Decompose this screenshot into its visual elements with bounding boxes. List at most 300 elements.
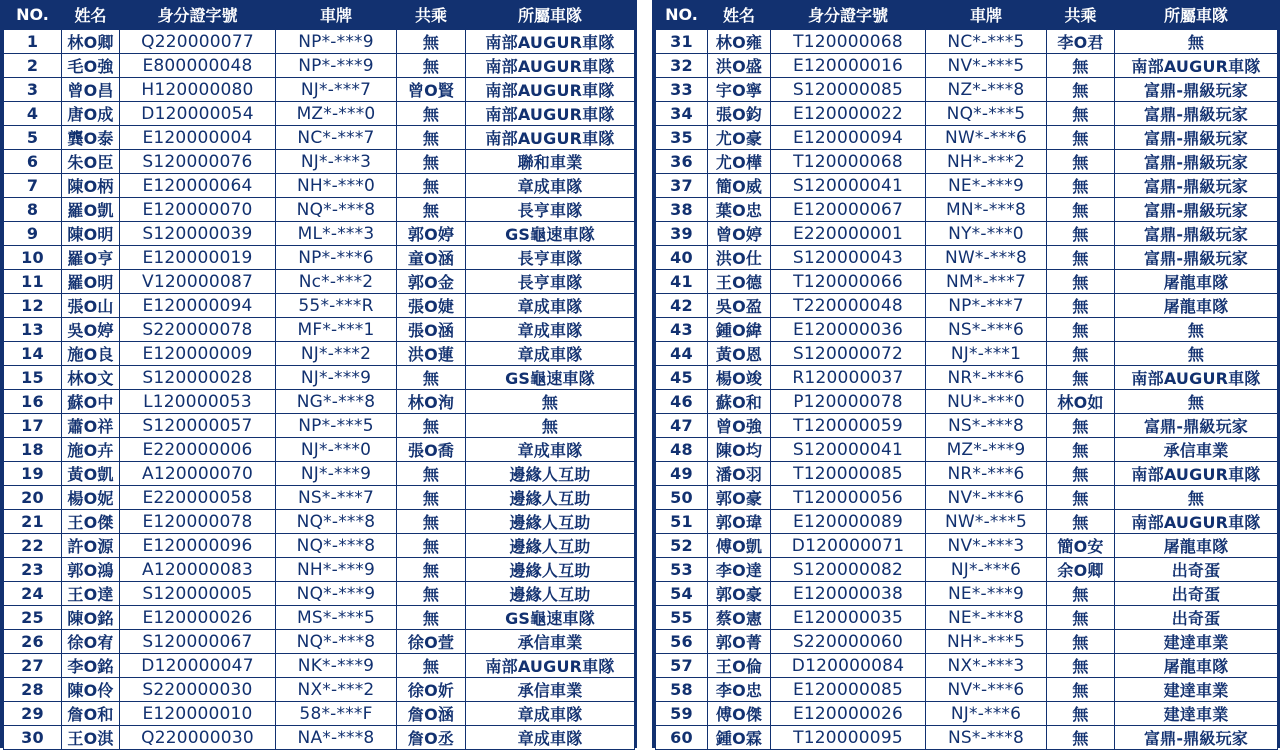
cell-plate: NW*-***6 <box>926 126 1047 150</box>
cell-team: 無 <box>1115 486 1278 510</box>
cell-name: 吳O婷 <box>62 318 120 342</box>
cell-plate: MF*-***1 <box>276 318 397 342</box>
cell-team: GS龜速車隊 <box>466 606 635 630</box>
cell-name: 郭O瑋 <box>708 510 771 534</box>
cell-team: 邊緣人互助 <box>466 534 635 558</box>
cell-team: 無 <box>1115 342 1278 366</box>
cell-plate: NX*-***2 <box>276 678 397 702</box>
cell-name: 蘇O和 <box>708 390 771 414</box>
table-row <box>4 510 635 534</box>
cell-carpool: 無 <box>1047 438 1115 462</box>
cell-id-number: E120000089 <box>771 510 926 534</box>
cell-plate: NS*-***8 <box>926 726 1047 750</box>
cell-no: 1 <box>4 30 62 54</box>
table-row <box>4 294 635 318</box>
cell-no: 11 <box>4 270 62 294</box>
cell-id-number: E220000006 <box>120 438 276 462</box>
cell-id-number: S120000041 <box>771 174 926 198</box>
header-id-number: 身分證字號 <box>807 6 888 25</box>
table-row <box>4 270 635 294</box>
cell-no: 52 <box>656 534 708 558</box>
cell-id-number: T120000095 <box>771 726 926 750</box>
cell-id-number: E120000038 <box>771 582 926 606</box>
table-row <box>4 318 635 342</box>
cell-no: 39 <box>656 222 708 246</box>
cell-name: 王O淇 <box>62 726 120 750</box>
cell-carpool: 無 <box>1047 486 1115 510</box>
table-row <box>656 102 1278 126</box>
cell-no: 33 <box>656 78 708 102</box>
cell-carpool: 無 <box>1047 678 1115 702</box>
cell-carpool: 曾O賢 <box>397 78 466 102</box>
table-row <box>4 630 635 654</box>
cell-no: 29 <box>4 702 62 726</box>
cell-team: 章成車隊 <box>466 702 635 726</box>
cell-id-number: S120000028 <box>120 366 276 390</box>
cell-id-number: T120000056 <box>771 486 926 510</box>
cell-team: 章成車隊 <box>466 294 635 318</box>
cell-plate: NR*-***6 <box>926 462 1047 486</box>
cell-carpool: 無 <box>397 462 466 486</box>
cell-id-number: S120000085 <box>771 78 926 102</box>
cell-plate: NE*-***9 <box>926 174 1047 198</box>
cell-id-number: E800000048 <box>120 54 276 78</box>
cell-no: 27 <box>4 654 62 678</box>
cell-id-number: S220000030 <box>120 678 276 702</box>
cell-name: 陳O明 <box>62 222 120 246</box>
cell-id-number: E120000026 <box>771 702 926 726</box>
cell-team: 無 <box>466 390 635 414</box>
cell-no: 36 <box>656 150 708 174</box>
cell-carpool: 無 <box>1047 414 1115 438</box>
table-row <box>656 558 1278 582</box>
cell-id-number: S120000067 <box>120 630 276 654</box>
cell-team: 屠龍車隊 <box>1115 294 1278 318</box>
cell-carpool: 無 <box>397 366 466 390</box>
cell-no: 55 <box>656 606 708 630</box>
cell-team: 邊緣人互助 <box>466 510 635 534</box>
table-row <box>4 366 635 390</box>
cell-plate: NJ*-***2 <box>276 342 397 366</box>
cell-team: 承信車業 <box>1115 438 1278 462</box>
table-row <box>656 606 1278 630</box>
cell-team: 章成車隊 <box>466 174 635 198</box>
cell-carpool: 簡O安 <box>1047 534 1115 558</box>
cell-name: 曾O昌 <box>62 78 120 102</box>
cell-no: 25 <box>4 606 62 630</box>
cell-name: 朱O臣 <box>62 150 120 174</box>
cell-id-number: E120000019 <box>120 246 276 270</box>
cell-id-number: D120000071 <box>771 534 926 558</box>
cell-name: 陳O柄 <box>62 174 120 198</box>
cell-plate: NV*-***3 <box>926 534 1047 558</box>
cell-team: 富鼎-鼎級玩家 <box>1115 414 1278 438</box>
cell-no: 54 <box>656 582 708 606</box>
table-row <box>656 414 1278 438</box>
cell-plate: NV*-***6 <box>926 678 1047 702</box>
cell-team: 富鼎-鼎級玩家 <box>1115 726 1278 750</box>
cell-name: 潘O羽 <box>708 462 771 486</box>
cell-no: 56 <box>656 630 708 654</box>
cell-carpool: 詹O丞 <box>397 726 466 750</box>
cell-no: 35 <box>656 126 708 150</box>
table-row <box>656 342 1278 366</box>
cell-name: 施O卉 <box>62 438 120 462</box>
cell-plate: NS*-***7 <box>276 486 397 510</box>
cell-no: 3 <box>4 78 62 102</box>
cell-plate: MZ*-***0 <box>276 102 397 126</box>
cell-plate: NP*-***6 <box>276 246 397 270</box>
cell-team: 富鼎-鼎級玩家 <box>1115 102 1278 126</box>
cell-no: 59 <box>656 702 708 726</box>
cell-no: 20 <box>4 486 62 510</box>
roster-table-left-panel <box>0 0 637 748</box>
cell-carpool: 無 <box>397 174 466 198</box>
cell-team: 富鼎-鼎級玩家 <box>1115 222 1278 246</box>
table-row <box>656 198 1278 222</box>
cell-name: 施O良 <box>62 342 120 366</box>
cell-team: 邊緣人互助 <box>466 486 635 510</box>
cell-no: 30 <box>4 726 62 750</box>
cell-no: 17 <box>4 414 62 438</box>
table-row <box>4 582 635 606</box>
cell-team: 建達車業 <box>1115 678 1278 702</box>
cell-team: 邊緣人互助 <box>466 582 635 606</box>
cell-carpool: 無 <box>397 582 466 606</box>
cell-plate: Nc*-***2 <box>276 270 397 294</box>
table-row <box>656 318 1278 342</box>
cell-plate: NX*-***3 <box>926 654 1047 678</box>
cell-no: 2 <box>4 54 62 78</box>
cell-team: 屠龍車隊 <box>1115 534 1278 558</box>
cell-no: 32 <box>656 54 708 78</box>
cell-name: 王O達 <box>62 582 120 606</box>
cell-id-number: A120000083 <box>120 558 276 582</box>
cell-carpool: 徐O妡 <box>397 678 466 702</box>
table-row <box>656 294 1278 318</box>
cell-no: 19 <box>4 462 62 486</box>
cell-name: 龔O泰 <box>62 126 120 150</box>
cell-carpool: 無 <box>1047 270 1115 294</box>
cell-carpool: 無 <box>397 150 466 174</box>
cell-name: 蕭O祥 <box>62 414 120 438</box>
cell-plate: MS*-***5 <box>276 606 397 630</box>
cell-team: 南部AUGUR車隊 <box>466 102 635 126</box>
cell-team: 章成車隊 <box>466 438 635 462</box>
header-carpool: 共乘 <box>414 6 447 25</box>
cell-no: 49 <box>656 462 708 486</box>
cell-team: 無 <box>1115 318 1278 342</box>
table-row <box>656 678 1278 702</box>
cell-id-number: E120000009 <box>120 342 276 366</box>
cell-plate: NQ*-***8 <box>276 510 397 534</box>
cell-name: 張O鈞 <box>708 102 771 126</box>
cell-carpool: 無 <box>397 534 466 558</box>
cell-no: 57 <box>656 654 708 678</box>
table-row <box>4 726 635 750</box>
table-row <box>4 78 635 102</box>
cell-id-number: T120000066 <box>771 270 926 294</box>
cell-no: 8 <box>4 198 62 222</box>
cell-team: 出奇蛋 <box>1115 582 1278 606</box>
cell-id-number: E220000001 <box>771 222 926 246</box>
cell-carpool: 無 <box>1047 294 1115 318</box>
cell-carpool: 無 <box>1047 630 1115 654</box>
cell-team: 長亨車隊 <box>466 270 635 294</box>
table-row <box>4 414 635 438</box>
cell-no: 16 <box>4 390 62 414</box>
table-row <box>656 270 1278 294</box>
table-row <box>656 174 1278 198</box>
table-row <box>4 390 635 414</box>
cell-carpool: 無 <box>397 126 466 150</box>
cell-team: 富鼎-鼎級玩家 <box>1115 174 1278 198</box>
header-name: 姓名 <box>74 6 107 25</box>
cell-carpool: 無 <box>1047 462 1115 486</box>
cell-no: 12 <box>4 294 62 318</box>
cell-no: 28 <box>4 678 62 702</box>
header-name: 姓名 <box>722 6 755 25</box>
cell-id-number: E120000096 <box>120 534 276 558</box>
cell-name: 許O源 <box>62 534 120 558</box>
table-row <box>656 702 1278 726</box>
cell-carpool: 無 <box>397 54 466 78</box>
cell-carpool: 無 <box>397 486 466 510</box>
cell-name: 王O德 <box>708 270 771 294</box>
table-row <box>656 222 1278 246</box>
header-id-number: 身分證字號 <box>157 6 238 25</box>
cell-no: 5 <box>4 126 62 150</box>
cell-name: 唐O成 <box>62 102 120 126</box>
cell-id-number: E120000067 <box>771 198 926 222</box>
cell-carpool: 林O洵 <box>397 390 466 414</box>
table-row <box>656 150 1278 174</box>
cell-name: 林O雍 <box>708 30 771 54</box>
cell-no: 31 <box>656 30 708 54</box>
roster-table-right <box>655 0 1278 750</box>
cell-plate: NU*-***0 <box>926 390 1047 414</box>
cell-team: 南部AUGUR車隊 <box>1115 366 1278 390</box>
cell-team: 南部AUGUR車隊 <box>466 654 635 678</box>
cell-no: 15 <box>4 366 62 390</box>
cell-team: 章成車隊 <box>466 726 635 750</box>
table-row <box>4 702 635 726</box>
roster-table-right-panel <box>652 0 1280 748</box>
cell-carpool: 張O涵 <box>397 318 466 342</box>
cell-team: 屠龍車隊 <box>1115 270 1278 294</box>
header-plate: 車牌 <box>319 6 352 25</box>
cell-id-number: S120000057 <box>120 414 276 438</box>
cell-name: 曾O婷 <box>708 222 771 246</box>
cell-no: 50 <box>656 486 708 510</box>
cell-team: 承信車業 <box>466 678 635 702</box>
cell-carpool: 張O婕 <box>397 294 466 318</box>
cell-no: 42 <box>656 294 708 318</box>
cell-id-number: E120000070 <box>120 198 276 222</box>
cell-id-number: E120000022 <box>771 102 926 126</box>
cell-plate: NJ*-***0 <box>276 438 397 462</box>
cell-no: 26 <box>4 630 62 654</box>
cell-plate: NH*-***2 <box>926 150 1047 174</box>
cell-name: 鍾O緯 <box>708 318 771 342</box>
cell-id-number: S120000005 <box>120 582 276 606</box>
cell-no: 46 <box>656 390 708 414</box>
table-row <box>4 462 635 486</box>
table-row <box>656 438 1278 462</box>
cell-plate: NS*-***8 <box>926 414 1047 438</box>
cell-id-number: S120000043 <box>771 246 926 270</box>
cell-team: 無 <box>1115 390 1278 414</box>
table-row <box>656 366 1278 390</box>
cell-plate: NY*-***0 <box>926 222 1047 246</box>
cell-name: 傅O凱 <box>708 534 771 558</box>
table-row <box>656 462 1278 486</box>
cell-no: 7 <box>4 174 62 198</box>
cell-id-number: D120000084 <box>771 654 926 678</box>
cell-carpool: 無 <box>397 606 466 630</box>
cell-name: 羅O亨 <box>62 246 120 270</box>
cell-no: 22 <box>4 534 62 558</box>
cell-carpool: 無 <box>397 102 466 126</box>
cell-id-number: S220000060 <box>771 630 926 654</box>
cell-team: 南部AUGUR車隊 <box>1115 54 1278 78</box>
table-row <box>656 54 1278 78</box>
header-carpool: 共乘 <box>1064 6 1097 25</box>
cell-no: 14 <box>4 342 62 366</box>
cell-name: 洪O盛 <box>708 54 771 78</box>
cell-id-number: D120000047 <box>120 654 276 678</box>
cell-id-number: E120000035 <box>771 606 926 630</box>
table-row <box>4 126 635 150</box>
table-row <box>656 582 1278 606</box>
cell-team: 章成車隊 <box>466 318 635 342</box>
cell-id-number: Q220000030 <box>120 726 276 750</box>
cell-carpool: 無 <box>1047 126 1115 150</box>
cell-team: 建達車業 <box>1115 702 1278 726</box>
cell-plate: NQ*-***5 <box>926 102 1047 126</box>
cell-name: 蔡O憲 <box>708 606 771 630</box>
cell-carpool: 無 <box>1047 198 1115 222</box>
cell-plate: NQ*-***8 <box>276 198 397 222</box>
cell-name: 林O卿 <box>62 30 120 54</box>
cell-name: 黃O凱 <box>62 462 120 486</box>
cell-name: 簡O威 <box>708 174 771 198</box>
cell-carpool: 無 <box>397 510 466 534</box>
cell-name: 郭O豪 <box>708 582 771 606</box>
cell-carpool: 無 <box>1047 510 1115 534</box>
cell-name: 宇O寧 <box>708 78 771 102</box>
cell-team: 富鼎-鼎級玩家 <box>1115 78 1278 102</box>
cell-team: 富鼎-鼎級玩家 <box>1115 126 1278 150</box>
cell-name: 尤O豪 <box>708 126 771 150</box>
cell-plate: NH*-***5 <box>926 630 1047 654</box>
cell-team: 南部AUGUR車隊 <box>466 78 635 102</box>
cell-id-number: D120000054 <box>120 102 276 126</box>
cell-no: 41 <box>656 270 708 294</box>
cell-id-number: E120000036 <box>771 318 926 342</box>
table-row <box>4 174 635 198</box>
cell-team: 南部AUGUR車隊 <box>466 30 635 54</box>
cell-no: 37 <box>656 174 708 198</box>
table-row <box>656 726 1278 750</box>
cell-no: 51 <box>656 510 708 534</box>
cell-name: 李O達 <box>708 558 771 582</box>
cell-id-number: S220000078 <box>120 318 276 342</box>
header-team: 所屬車隊 <box>1163 6 1228 25</box>
cell-name: 詹O和 <box>62 702 120 726</box>
table-row <box>656 534 1278 558</box>
cell-team: 無 <box>466 414 635 438</box>
header-no: NO. <box>665 5 698 24</box>
cell-team: 富鼎-鼎級玩家 <box>1115 150 1278 174</box>
table-row <box>656 486 1278 510</box>
cell-plate: NH*-***0 <box>276 174 397 198</box>
cell-id-number: A120000070 <box>120 462 276 486</box>
cell-id-number: S120000039 <box>120 222 276 246</box>
table-row <box>4 678 635 702</box>
cell-team: 長亨車隊 <box>466 246 635 270</box>
cell-no: 21 <box>4 510 62 534</box>
cell-name: 王O傑 <box>62 510 120 534</box>
cell-carpool: 洪O蓮 <box>397 342 466 366</box>
cell-plate: 58*-***F <box>276 702 397 726</box>
cell-plate: NQ*-***8 <box>276 630 397 654</box>
table-row <box>656 510 1278 534</box>
cell-name: 吳O盈 <box>708 294 771 318</box>
table-row <box>4 606 635 630</box>
cell-team: 南部AUGUR車隊 <box>466 126 635 150</box>
cell-no: 58 <box>656 678 708 702</box>
table-row <box>4 150 635 174</box>
cell-carpool: 余O卿 <box>1047 558 1115 582</box>
cell-plate: NV*-***6 <box>926 486 1047 510</box>
cell-no: 13 <box>4 318 62 342</box>
cell-carpool: 無 <box>1047 174 1115 198</box>
cell-name: 鍾O霖 <box>708 726 771 750</box>
cell-name: 傅O傑 <box>708 702 771 726</box>
cell-team: 建達車業 <box>1115 630 1278 654</box>
header-plate: 車牌 <box>969 6 1002 25</box>
table-row <box>656 246 1278 270</box>
cell-plate: NG*-***8 <box>276 390 397 414</box>
cell-name: 張O山 <box>62 294 120 318</box>
cell-plate: NW*-***5 <box>926 510 1047 534</box>
cell-plate: NW*-***8 <box>926 246 1047 270</box>
cell-plate: NC*-***7 <box>276 126 397 150</box>
cell-plate: NP*-***5 <box>276 414 397 438</box>
cell-name: 羅O明 <box>62 270 120 294</box>
cell-team: 出奇蛋 <box>1115 558 1278 582</box>
header-no: NO. <box>16 5 49 24</box>
cell-id-number: P120000078 <box>771 390 926 414</box>
cell-carpool: 無 <box>397 558 466 582</box>
cell-team: 南部AUGUR車隊 <box>1115 510 1278 534</box>
cell-id-number: E120000094 <box>120 294 276 318</box>
cell-plate: NQ*-***9 <box>276 582 397 606</box>
cell-plate: NP*-***9 <box>276 54 397 78</box>
cell-plate: NC*-***5 <box>926 30 1047 54</box>
cell-carpool: 無 <box>397 414 466 438</box>
cell-carpool: 無 <box>1047 366 1115 390</box>
cell-plate: NJ*-***3 <box>276 150 397 174</box>
cell-carpool: 郭O婷 <box>397 222 466 246</box>
cell-id-number: E220000058 <box>120 486 276 510</box>
cell-plate: NQ*-***8 <box>276 534 397 558</box>
cell-id-number: V120000087 <box>120 270 276 294</box>
cell-plate: NH*-***9 <box>276 558 397 582</box>
cell-carpool: 詹O涵 <box>397 702 466 726</box>
table-row <box>656 654 1278 678</box>
